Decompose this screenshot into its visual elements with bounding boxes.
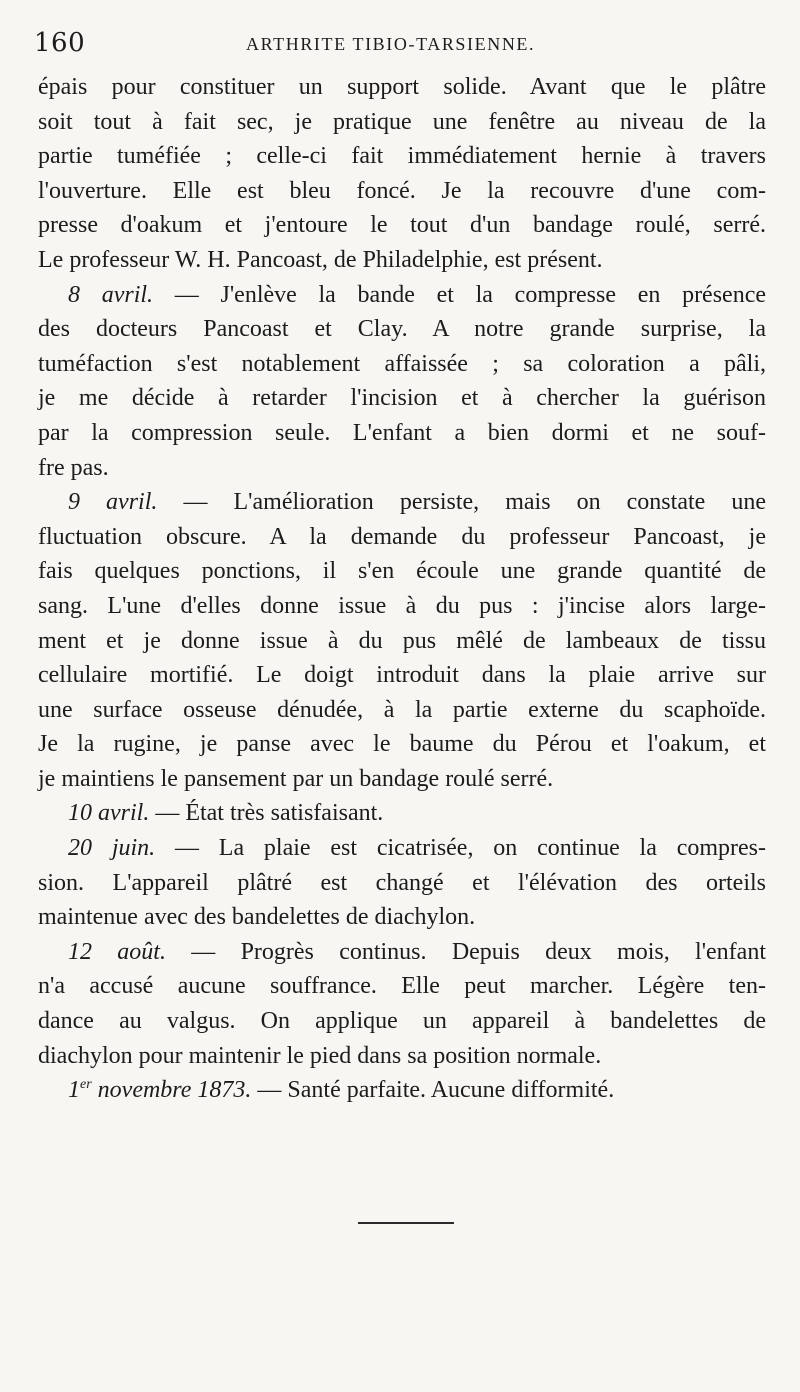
body-text: [38, 70, 766, 1108]
text-line: épais pour constituer un support solide. Avant que le plâtre: [38, 74, 766, 100]
diary-entry-first-line: [38, 278, 766, 313]
page-number: 160: [34, 28, 86, 58]
entry-date: 9 avril.: [68, 489, 158, 516]
text-line: partie tuméfiée ; celle-ci fait immédiatement hernie à travers: [38, 143, 766, 170]
entry-text: — L'amélioration persiste, mais on constate une: [157, 489, 766, 516]
text-line: cellulaire mortifié. Le doigt introduit dans la plaie arrive sur: [38, 662, 766, 689]
section-divider-rule: [358, 1222, 454, 1224]
page-header: [34, 28, 764, 68]
entry-text: — Santé parfaite. Aucune difformité.: [251, 1077, 615, 1104]
text-line: je maintiens le pansement par un bandage roulé serré.: [38, 765, 554, 792]
text-line: une surface osseuse dénudée, à la partie externe du scaphoïde.: [38, 696, 766, 723]
text-line: je me décide à retarder l'incision et à chercher la guérison: [38, 385, 766, 412]
text-line: dance au valgus. On applique un appareil à bandelettes de: [38, 1008, 766, 1035]
text-line: par la compression seule. L'enfant a bien dormi et ne souf-: [38, 419, 766, 446]
diary-entry-first-line: [38, 831, 766, 866]
entry-date-rest: novembre 1873.: [91, 1077, 252, 1104]
text-line: presse d'oakum et j'entoure le tout d'un bandage roulé, serré.: [38, 212, 766, 239]
entry-date: 8 avril.: [68, 281, 154, 308]
text-line: n'a accusé aucune souffrance. Elle peut marcher. Légère ten-: [38, 973, 766, 1000]
text-line: fais quelques ponctions, il s'en écoule une grande quantité de: [38, 558, 766, 585]
entry-date: 10 avril.: [68, 800, 150, 827]
entry-date: 12 août.: [68, 938, 166, 965]
text-line: l'ouverture. Elle est bleu foncé. Je la recouvre d'une com-: [38, 177, 766, 204]
entry-text: — Progrès continus. Depuis deux mois, l'enfant: [165, 938, 766, 965]
text-line: fre pas.: [38, 454, 109, 481]
entry-date-superscript: er: [80, 1077, 92, 1093]
diary-entry-first-line: [38, 796, 766, 831]
entry-text: — La plaie est cicatrisée, on continue la compres-: [155, 835, 766, 862]
text-line: fluctuation obscure. A la demande du professeur Pancoast, je: [38, 523, 766, 550]
text-line: sang. L'une d'elles donne issue à du pus : j'incise alors large-: [38, 592, 766, 619]
diary-entry-first-line: [38, 935, 766, 970]
diary-entry-first-line: [38, 1073, 766, 1108]
text-line: Je la rugine, je panse avec le baume du Pérou et l'oakum, et: [38, 731, 766, 758]
entry-text: — J'enlève la bande et la compresse en présence: [153, 281, 767, 308]
entry-date: [68, 1077, 251, 1103]
text-line: sion. L'appareil plâtré est changé et l'élévation des orteils: [38, 869, 766, 896]
entry-text: — État très satisfaisant.: [149, 800, 384, 827]
text-line: maintenue avec des bandelettes de diachylon.: [38, 904, 476, 931]
running-title: ARTHRITE TIBIO-TARSIENNE.: [246, 34, 536, 54]
entry-date: 20 juin.: [68, 835, 156, 862]
entry-date-main: 1: [68, 1077, 80, 1104]
text-line: diachylon pour maintenir le pied dans sa position normale.: [38, 1042, 602, 1069]
text-line: soit tout à fait sec, je pratique une fenêtre au niveau de la: [38, 108, 766, 135]
text-line: Le professeur W. H. Pancoast, de Philadelphie, est présent.: [38, 246, 603, 273]
diary-entry-first-line: [38, 485, 766, 520]
text-line: ment et je donne issue à du pus mêlé de lambeaux de tissu: [38, 627, 766, 654]
text-line: tuméfaction s'est notablement affaissée ; sa coloration a pâli,: [38, 350, 766, 377]
text-line: des docteurs Pancoast et Clay. A notre grande surprise, la: [38, 316, 766, 343]
